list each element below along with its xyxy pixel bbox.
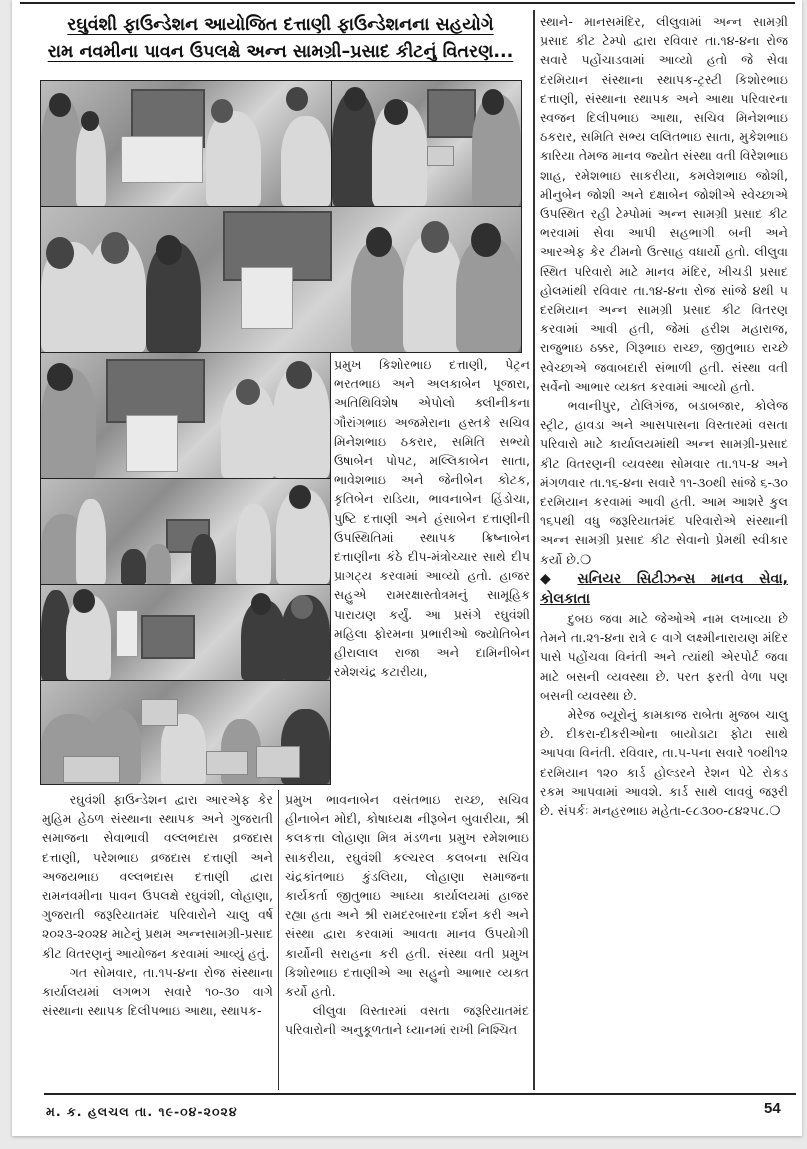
paragraph: રઘુવંશી ફાઉન્ડેશન દ્વારા આરએફ કેર મુહિમ હેઠળ સંસ્થાના સ્થાપક અને ગુજરાતી સમાજના સેવાભાવી વલ્લભદાસ વ્રજદાસ દત્તાણી, પરેશભાઇ વ્રજદાસ દત્તાણી અને અજયભાઇ વલ્લભદાસ દત્તાણી દ્વારા રામનવમીના પાવન ઉપલક્ષે રઘુવંશી, લોહાણા, ગુજરાતી જરૂરિયાતમંદ પરિવારોને ચાલુ વર્ષ ૨૦૨૩-૨૦૨૪ માટેનું પ્રથમ અન્નસામગ્રી-પ્રસાદ કીટ વિતરણનું આયોજન કરવામાં આવ્યું હતું. xyxy=(42,792,273,961)
paragraph: સ્થાને- માનસમંદિર, લીલુવામાં અન્ન સામગ્રી પ્રસાદ કીટ ટેમ્પો દ્વારા રવિવાર તા.૧૪-૪ના રોજ સવારે પહોંચાડવામાં આવ્યો હતો જે સેવા દરમિયાન સંસ્થાના સ્થાપક-ટ્રસ્ટી કિશોરભાઇ દત્તાણી, સંસ્થાના સ્થાપક અને આથા પરિવારના સ્વજન દિલીપભાઇ આથા, સચિવ મિનેશભાઇ ઠકરાર, સમિતિ સભ્ય લલિતભાઇ સાતા, મુકેશભાઇ કારિયા તેમજ માનવ જ્યોત સંસ્થા વતી વિરેશભાઇ શાહ, રમેશભાઇ સાકરીયા, કમલેશભાઇ જોશી, મીનુબેન જોશી અને દક્ષાબેન જોશીએ સ્વેચ્છાએ ઉપસ્થિત રહી ટેમ્પોમાં અન્ન સામગ્રી પ્રસાદ કીટ ભરવામાં સેવા આપી સહભાગી બની અને આરએફ કેર ટીમનો ઉત્સાહ વધાર્યો હતો. લીલુવા સ્થિત પરિવારો માટે માનવ મંદિર, ખીચડી પ્રસાદ હોલમાંથી રવિવાર તા.૧૪-૪ના રોજ સાંજે ૪થી ૫ દરમિયાન અન્ન સામગ્રી પ્રસાદ કીટ વિતરણ કરવામાં આવી હતી, જેમાં હરીશ મહારાજ, રાજુભાઇ ઠક્કર, ગિરૂભાઇ રાચ્છ, જીતુભાઇ રાચ્છે સ્વેચ્છાએ જવાબદારી સંભાળી હતી. સંસ્થા વતી સર્વેનો આભાર વ્યક્ત કરવામાં આવ્યો હતો. xyxy=(540,14,788,394)
newspaper-page xyxy=(12,0,802,1136)
photo-women-group xyxy=(40,206,522,353)
paragraph: લીલુવા વિસ્તારમાં વસતા જરૂરિયાતમંદ પરિવારોની અનુકૂળતાને ધ્યાનમાં રાખી નિશ્ચિત xyxy=(285,1003,529,1038)
publication-line: મ. ક. હલચલ તા. ૧૯-૦૪-૨૦૨૪ xyxy=(46,1104,238,1119)
paragraph: પ્રમુખ ભાવનાબેન વસંતભાઇ રાચ્છ, સચિવ હીનાબેન મોદી, કોષાધ્યક્ષ નીરૂબેન બુવારીયા, શ્રી કલકત્તા લોહાણા મિત્ર મંડળના પ્રમુખ રમેશભાઇ સાકરીયા, રઘુવંશી કલ્ચરલ કલબના સચિવ ચંદ્રકાંતભાઇ કુંડલિયા, લોહાણા સમાજના કાર્યકર્તા જીતુભાઇ આધ્યા કાર્યાલયમાં હાજર રહ્યા હતા અને શ્રી રામદરબારના દર્શન કરી અને સંસ્થા દ્વારા કરવામાં આવતા માનવ ઉપયોગી કાર્યોની સરાહના કરી હતી. સંસ્થા વતી પ્રમુખ કિશોરભાઇ દત્તાણીએ આ સહુનો આભાર વ્યક્ત કર્યો હતો. xyxy=(285,792,529,1000)
paragraph: પ્રમુખ કિશોરભાઇ દત્તાણી, પેટ્રન ભરતભાઇ અને અલકાબેન પૂજારા, અતિથિવિશેષ એપોલો ક્લીનીકના ગૌરાંગભાઇ અજમેરાના હસ્તકે સચિવ મિનેશભાઇ ઠકરાર, સમિતિ સભ્યો ઉષાબેન પોપટ, મલ્લિકાબેન સાતા, ભાવેશભાઇ અને જેનીબેન કોટક, કૃતિબેન રાડિયા, ભાવનાબેન હિંડોચા, પુષ્ટિ દત્તાણી અને હંસાબેન દત્તાણીની ઉપસ્થિતિમાં સ્થાપક ક્રિષ્નાબેન દત્તાણીના કંઠે દીપ-મંત્રોચ્ચાર સાથે દીપ પ્રાગટ્ય કરવામાં આવ્યો હતો. હાજર સહુએ રામરક્ષાસ્તોત્રમનું સામૂહિક પારાયણ કર્યું. આ પ્રસંગે રઘુવંશી મહિલા ફોરમના પ્રભારીઓ જ્યોતિબેન હીરાલાલ રાજા અને દામિનીબેન રમેશચંદ્ર કટારીયા, xyxy=(334,357,530,680)
section-title: સનિયર સિટીઝન્સ માનવ સેવા, કોલકાતા xyxy=(540,570,788,607)
photo-men-by-portrait xyxy=(40,584,331,681)
column-divider-left xyxy=(278,790,279,1090)
article-right xyxy=(540,12,788,820)
article-left xyxy=(42,790,273,1020)
photo-men-folded-hands xyxy=(40,352,331,479)
photo-kit-distribution xyxy=(40,680,331,785)
article-middle-lower xyxy=(285,790,529,1040)
column-divider-right xyxy=(533,10,535,1090)
paragraph: ભવાનીપુર, ટોલિગંજ, બડાબજાર, કોલેજ સ્ટ્રીટ, હાવડા અને આસપાસના વિસ્તારમાં વસતા પરિવારો માટે કાર્યાલયમાંથી અન્ન સામગ્રી-પ્રસાદ કીટ વિતરણની વ્યવસ્થા સોમવાર તા.૧૫-૪ અને મંગળવાર તા.૧૬-૪ના સવારે ૧૧-૩૦થી સાંજે ૬-૩૦ દરમિયાન કરવામાં આવી હતી. આમ આશરે કુલ ૧૬૫થી વધુ જરૂરિયાતમંદ પરિવારોએ સંસ્થાની અન્ન સામગ્રી પ્રસાદ કીટ સેવાનો પ્રેમથી સ્વીકાર કર્યો છે.❍ xyxy=(540,398,788,567)
section-heading-senior-citizens xyxy=(540,569,788,609)
top-rule xyxy=(20,2,795,4)
page-number: 54 xyxy=(764,1100,781,1117)
headline-line-2: રામ નવમીના પાવન ઉપલક્ષે અન્ન સામગ્રી–પ્રસાદ કીટનું વિતરણ... xyxy=(47,42,514,62)
headline-line-1: રઘુવંશી ફાઉન્ડેશન આયોજિત દત્તાણી ફાઉન્ડેશનના સહયોગે xyxy=(67,15,494,35)
bullet-diamond-icon: ◆ xyxy=(540,570,562,587)
article-middle-upper xyxy=(334,355,530,681)
photo-lamp-lighting xyxy=(40,80,332,207)
headline xyxy=(28,12,533,66)
paragraph: દુબઇ જવા માટે જેઓએ નામ લખાવ્યા છે તેમને તા.૨૧-૪ના રાત્રે ૯ વાગે લક્ષ્મીનારાયણ મંદિર પાસે પહોંચવા વિનંતી અને ત્યાંથી એરપોર્ટ જવા માટે બસની વ્યવસ્થા છે. પરત ફરતી વેળા પણ બસની વ્યવસ્થા છે. xyxy=(540,610,788,703)
paragraph: મેરેજ બ્યૂરોનું કામકાજ રાબેતા મુજબ ચાલુ છે. દીકરા-દીકરીઓના બાયોડાટા ફોટા સાથે આપવા વિનંતી. રવિવાર, તા.૫-૫ના સવારે ૧૦થી૧૨ દરમિયાન ૧૨૦ કાર્ડ હોલ્ડરને રેશન પેટે રોકડ રકમ આપવામાં આવશે. કાર્ડ સાથે લાવવું જરૂરી છે. સંપર્કઃ મનહરભાઇ મહેતા-૯૮૩૦૦-૮૪૨૫૮.❍ xyxy=(540,706,788,818)
footer-rule xyxy=(44,1093,796,1095)
paragraph: ગત સોમવાર, તા.૧૫-૪ના રોજ સંસ્થાના કાર્યાલયમાં લગભગ સવારે ૧૦-૩૦ વાગે સંસ્થાના સ્થાપક દિલીપભાઇ આથા, સ્થાપક- xyxy=(42,964,273,1019)
photo-hall-gathering xyxy=(40,478,331,585)
photo-kit-handover xyxy=(331,80,522,207)
